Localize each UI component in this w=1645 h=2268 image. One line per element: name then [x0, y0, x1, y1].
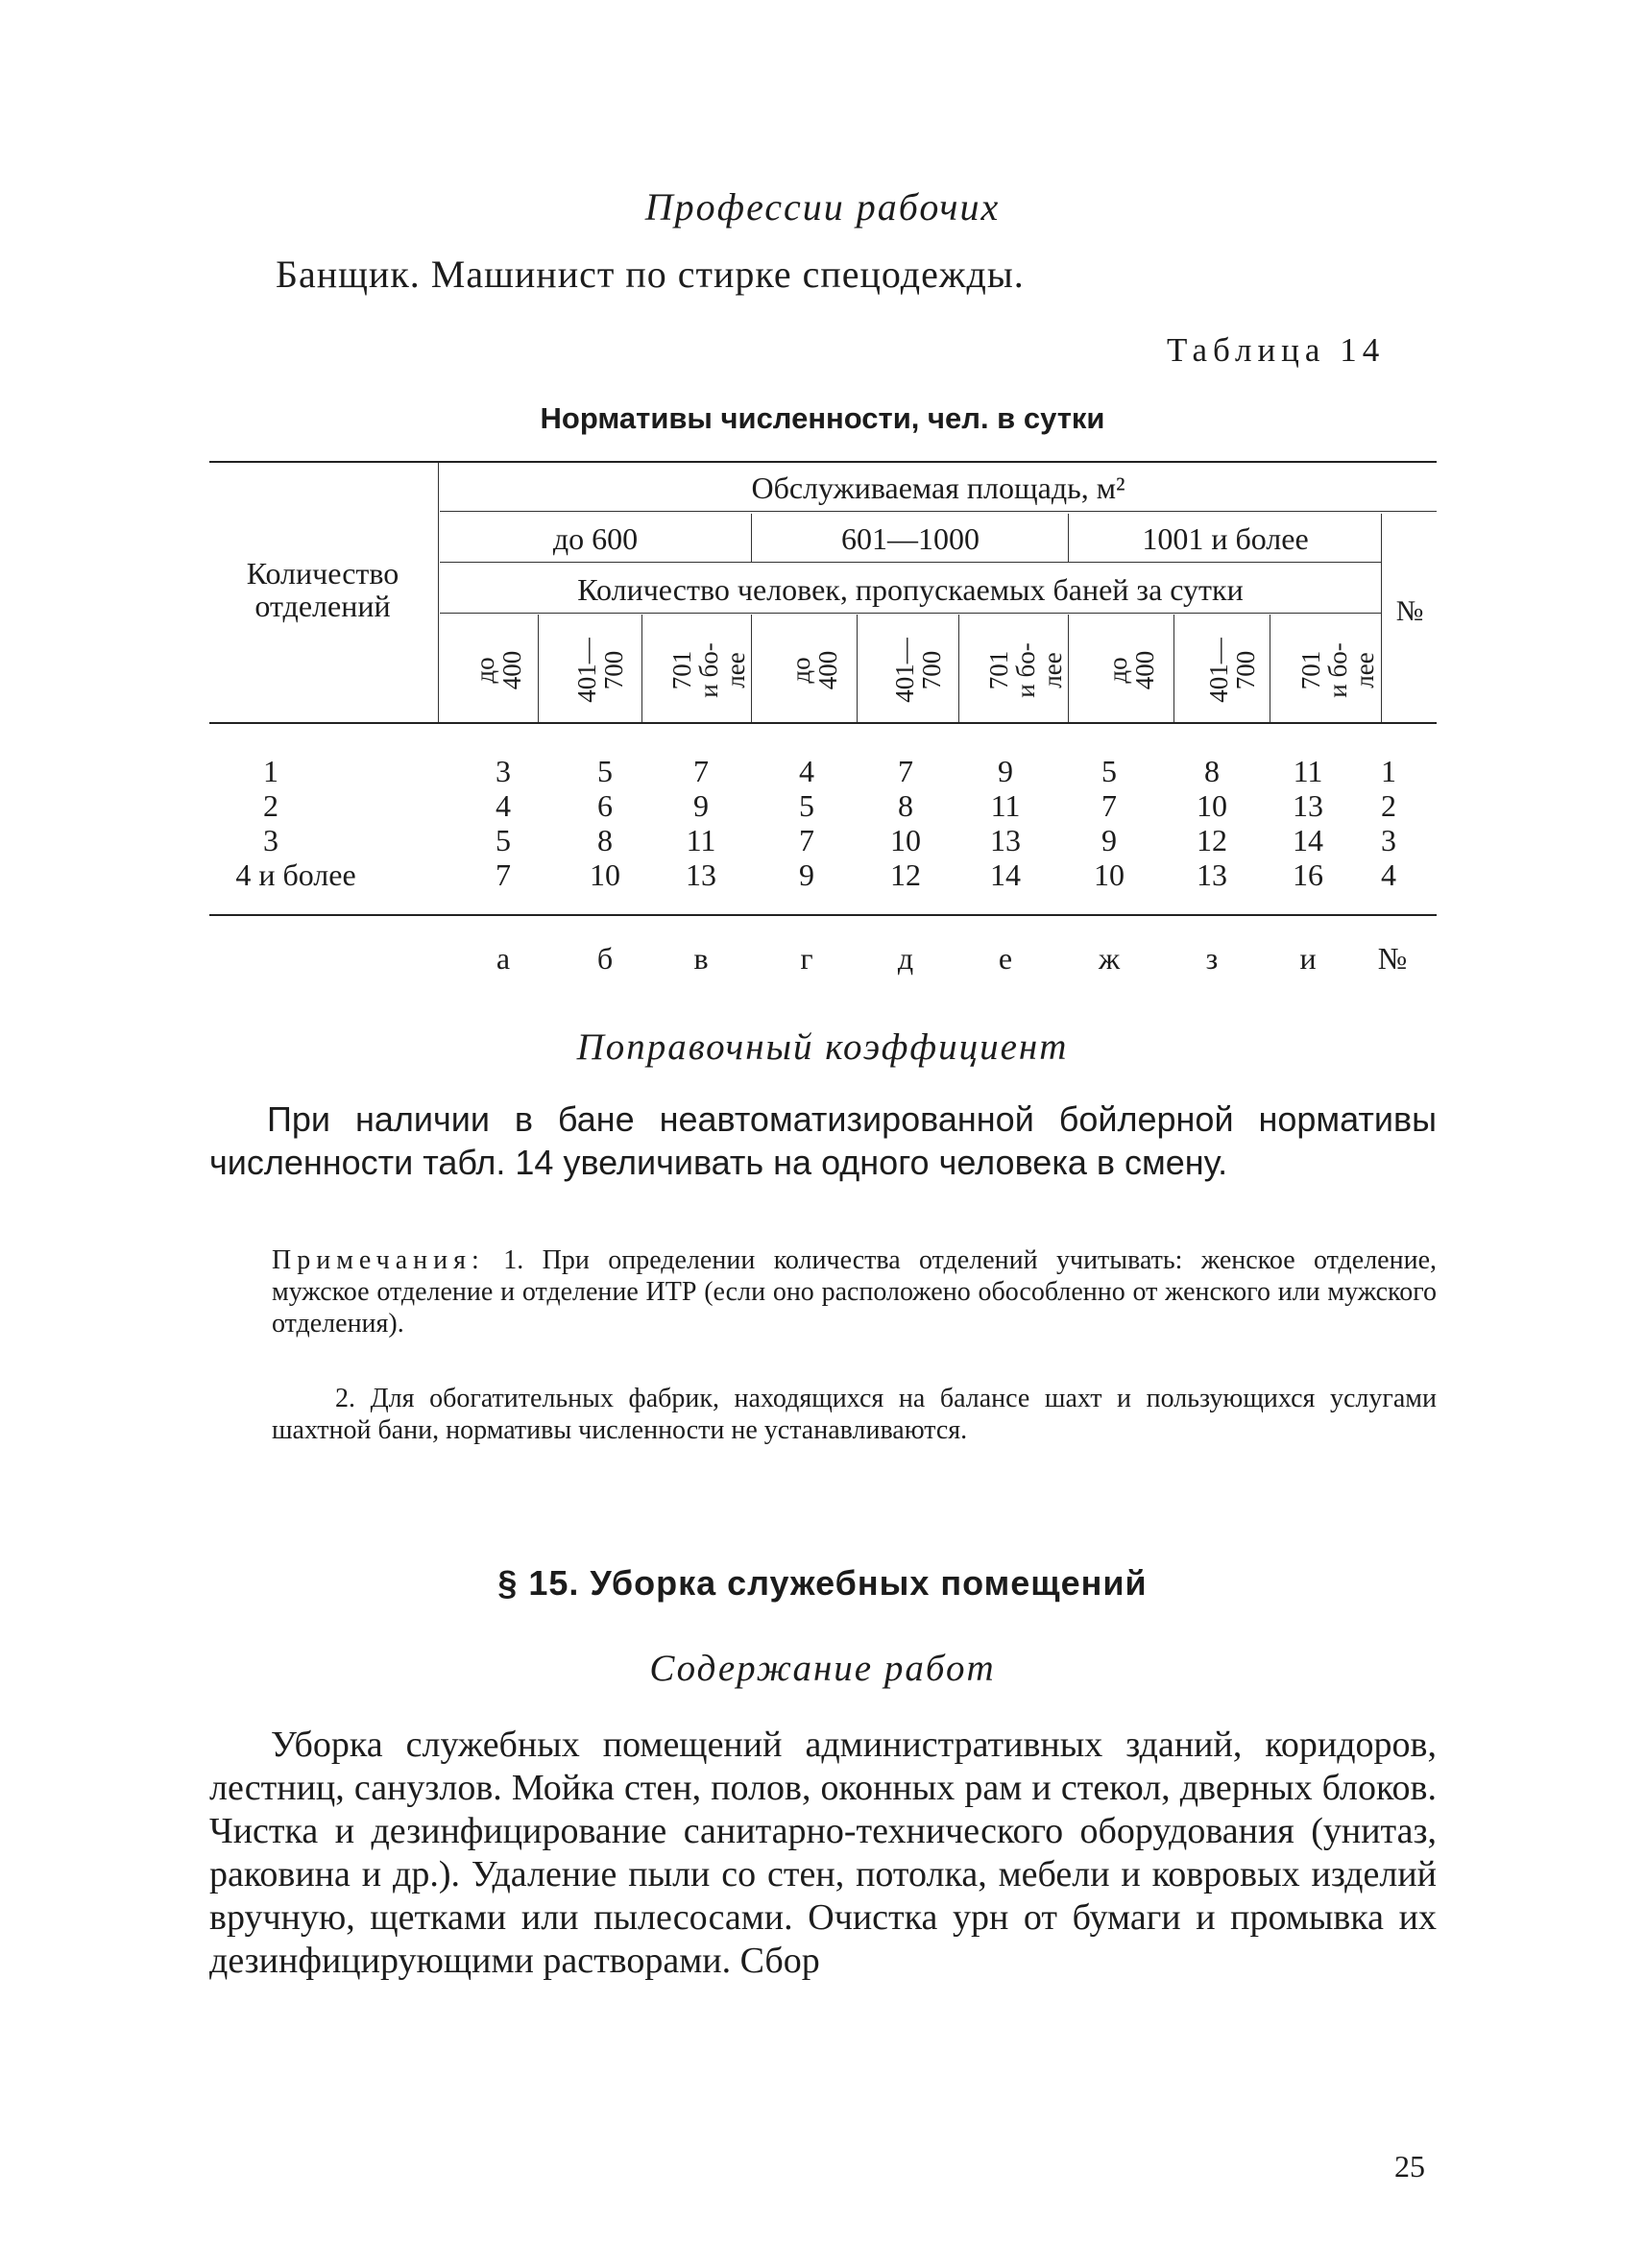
- row-number: 4: [1381, 857, 1396, 892]
- table-cell: 13: [1293, 788, 1323, 823]
- section-15-text: Уборка служебных помещений административных зданий, коридоров, лестниц, санузлов. Мойка стен, полов, оконных рам и стекол, дверных блоков. Чистка и дезинфицирование санитарно-технического оборудования (унитаз, раковина и др.). Удаление пыли со стен, потолка, мебели и ковровых изделий вручную, щетками или пылесосами. Очистка урн от бумаги и промывка их дезинфицирующими растворами. Сбор: [209, 1725, 1437, 1981]
- column-letter: е: [998, 941, 1013, 976]
- row-label: 1: [263, 754, 278, 788]
- vline-sub: [641, 615, 642, 722]
- vline-sub: [857, 615, 858, 722]
- workers-heading: Профессии рабочих: [644, 185, 1001, 229]
- correction-text: При наличии в бане неавтоматизированной бойлерной нормативы численности табл. 14 увеличивать на одного человека в смену.: [209, 1099, 1437, 1182]
- table-cell: 4: [799, 754, 814, 788]
- notes-label: Примечания:: [272, 1245, 485, 1275]
- correction-heading: Поправочный коэффициент: [576, 1026, 1069, 1068]
- table-cell: 14: [1293, 823, 1323, 857]
- subcol-header: до 400: [786, 650, 842, 690]
- table-cell: 9: [799, 857, 814, 892]
- table-cell: 7: [496, 857, 511, 892]
- column-letter: з: [1205, 941, 1219, 976]
- table-cell: 8: [898, 788, 913, 823]
- table-cell: 5: [496, 823, 511, 857]
- row-header: Количество отделений: [246, 556, 399, 623]
- column-letter: д: [897, 941, 914, 976]
- workers-text: Банщик. Машинист по стирке спецодежды.: [276, 253, 1025, 296]
- vline-sub: [751, 615, 752, 722]
- row-label: 2: [263, 788, 278, 823]
- subcol-header: до 400: [471, 650, 526, 690]
- column-letter: а: [496, 941, 511, 976]
- table-cell: 10: [1197, 788, 1227, 823]
- row-number: 1: [1381, 754, 1396, 788]
- table-cell: 11: [990, 788, 1021, 823]
- table-cell: 11: [1293, 754, 1323, 788]
- number-header: №: [1395, 595, 1424, 627]
- subcol-header: 701 и бо- лее: [1296, 642, 1379, 698]
- vline-group-2: [1068, 514, 1069, 562]
- row-number: 3: [1381, 823, 1396, 857]
- subcol-header: 401— 700: [572, 638, 628, 703]
- vline-group-1: [751, 514, 752, 562]
- vline-stub: [438, 463, 439, 722]
- table-bottom-rule: [209, 914, 1437, 916]
- area-group-2: 601—1000: [841, 521, 980, 556]
- subcol-header: 401— 700: [890, 638, 946, 703]
- table-cell: 14: [990, 857, 1021, 892]
- table-cell: 7: [693, 754, 709, 788]
- column-letter: в: [693, 941, 709, 976]
- table-title: Нормативы численности, чел. в сутки: [540, 401, 1105, 435]
- subcol-header: до 400: [1103, 650, 1159, 690]
- people-header-rule: [440, 613, 1381, 614]
- vline-sub: [1173, 615, 1174, 722]
- vline-num: [1381, 514, 1382, 722]
- table-top-rule: [209, 461, 1437, 463]
- table-cell: 3: [496, 754, 511, 788]
- table-cell: 7: [799, 823, 814, 857]
- people-header: Количество человек, пропускаемых баней за сутки: [577, 572, 1244, 607]
- table-cell: 5: [597, 754, 613, 788]
- table-cell: 12: [890, 857, 921, 892]
- table-cell: 4: [496, 788, 511, 823]
- vline-sub: [1068, 615, 1069, 722]
- column-letter-number: №: [1377, 941, 1408, 976]
- note-1-text: 1. При определении количества отделений учитывать: женское отделение, мужское отделение и отделение ИТР (если оно расположено обособленно от женского или мужского отделения).: [272, 1245, 1438, 1339]
- header-bottom-rule: [209, 722, 1437, 724]
- table-cell: 9: [1101, 823, 1117, 857]
- subcol-header: 701 и бо- лее: [984, 642, 1067, 698]
- column-letter: г: [800, 941, 813, 976]
- vline-sub: [538, 615, 539, 722]
- note-1: [272, 1244, 1437, 1339]
- table-cell: 13: [990, 823, 1021, 857]
- table-cell: 13: [686, 857, 716, 892]
- area-group-3: 1001 и более: [1142, 521, 1309, 556]
- table-cell: 10: [590, 857, 620, 892]
- row-number: 2: [1381, 788, 1396, 823]
- row-label: 3: [263, 823, 278, 857]
- table-cell: 7: [1101, 788, 1117, 823]
- table-cell: 8: [597, 823, 613, 857]
- table-cell: 10: [890, 823, 921, 857]
- subcol-header: 701 и бо- лее: [667, 642, 750, 698]
- page-number: 25: [1394, 2149, 1425, 2184]
- column-letter: ж: [1098, 941, 1121, 976]
- table-cell: 10: [1094, 857, 1125, 892]
- groups-rule: [440, 562, 1381, 563]
- section-15-subheading: Содержание работ: [649, 1648, 996, 1689]
- table-cell: 5: [799, 788, 814, 823]
- table-label: Таблица 14: [1167, 331, 1386, 369]
- table-cell: 8: [1204, 754, 1220, 788]
- table-cell: 16: [1293, 857, 1323, 892]
- table-cell: 12: [1197, 823, 1227, 857]
- area-header: Обслуживаемая площадь, м²: [751, 470, 1125, 505]
- area-header-rule: [440, 511, 1437, 512]
- table-cell: 9: [693, 788, 709, 823]
- table-cell: 7: [898, 754, 913, 788]
- row-label: 4 и более: [235, 857, 356, 892]
- table-cell: 11: [686, 823, 716, 857]
- table-cell: 9: [998, 754, 1013, 788]
- vline-sub: [958, 615, 959, 722]
- subcol-header: 401— 700: [1204, 638, 1260, 703]
- column-letter: б: [596, 941, 614, 976]
- column-letter: и: [1299, 941, 1317, 976]
- section-15-title: § 15. Уборка служебных помещений: [497, 1563, 1148, 1603]
- table-cell: 13: [1197, 857, 1227, 892]
- table-cell: 6: [597, 788, 613, 823]
- area-group-1: до 600: [552, 521, 639, 556]
- note-2: 2. Для обогатительных фабрик, находящихся на балансе шахт и пользующихся услугами шахтной бани, нормативы численности не устанавливаются.: [272, 1384, 1437, 1445]
- table-cell: 5: [1101, 754, 1117, 788]
